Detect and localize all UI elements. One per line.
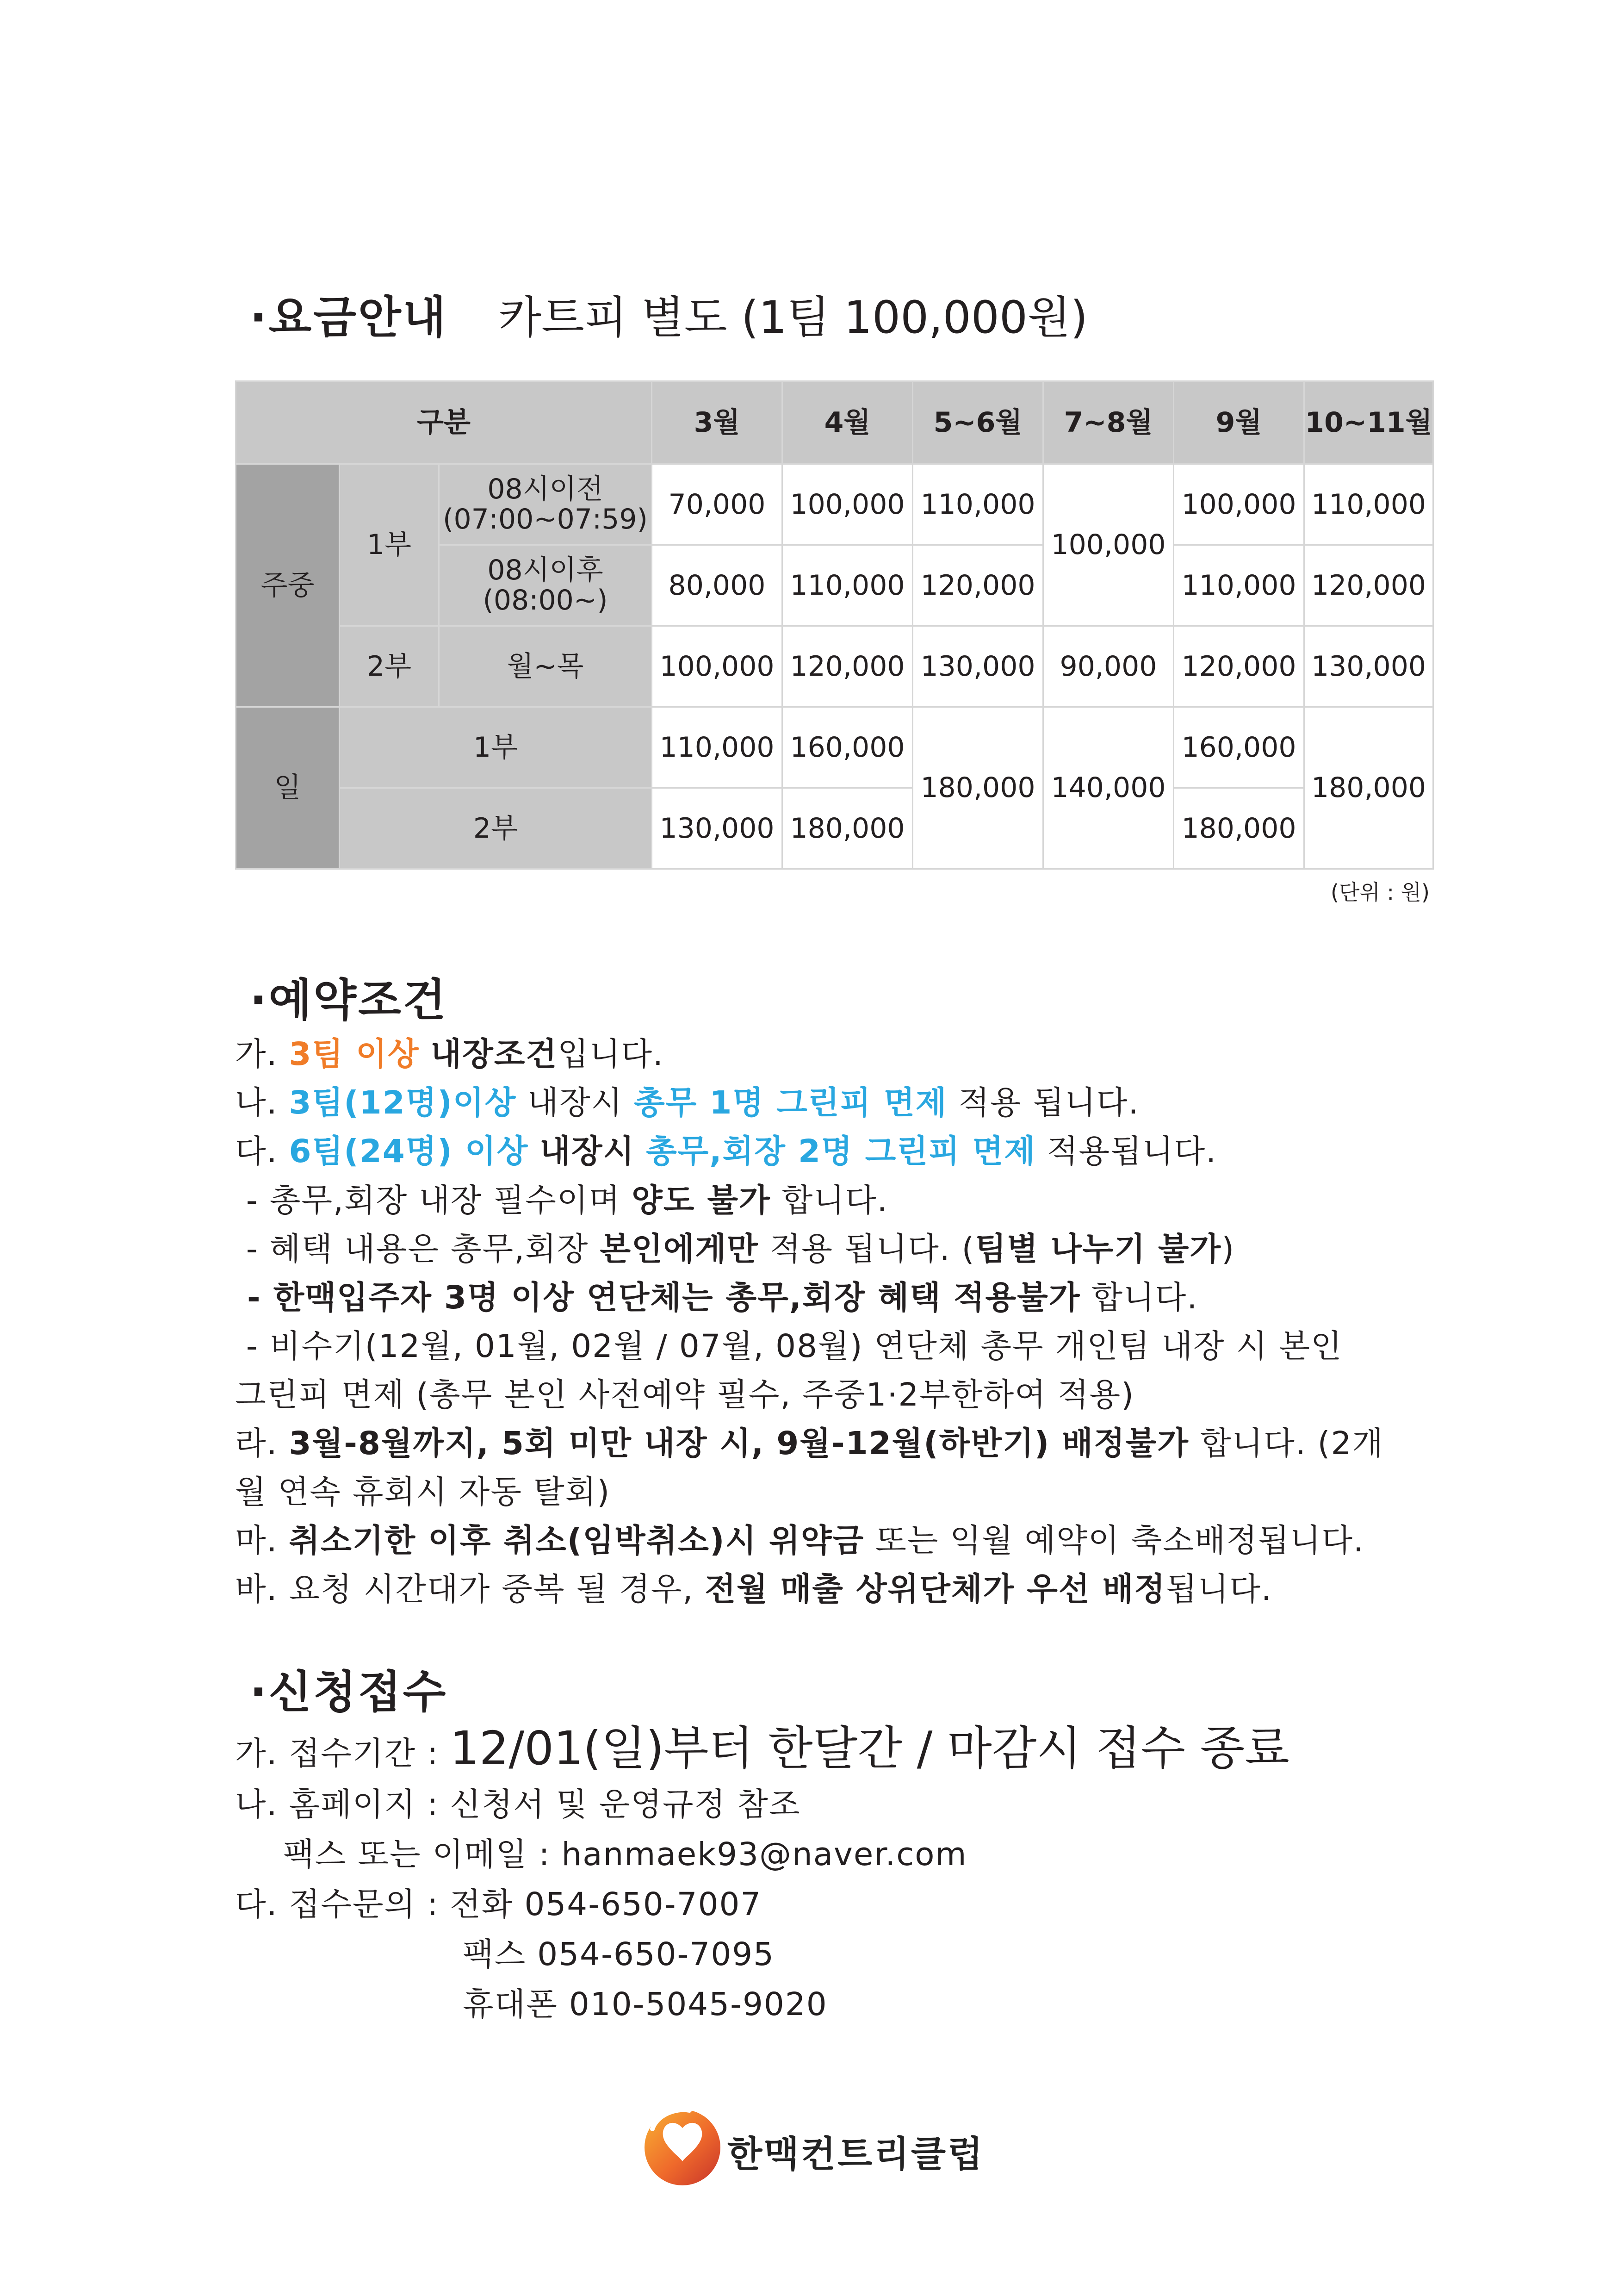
price-cell: 70,000 [652,464,782,545]
table-row [236,464,1433,545]
reservation-line-ba [235,1571,1272,1608]
text: 적용 됩니다. ( [758,1231,975,1268]
application-period [235,1721,1289,1775]
fee-section-title: ·요금안내 [250,292,448,343]
price-cell: 110,000 [782,545,913,626]
text: 라. [235,1425,289,1462]
reservation-section-title: ·예약조건 [250,974,448,1026]
price-cell: 120,000 [782,626,913,707]
price-cell: 130,000 [913,626,1043,707]
text: 합니다. [1080,1279,1198,1316]
table-header-row [236,381,1433,464]
price-cell: 100,000 [1174,464,1304,545]
time-slot-name: 08시이후 [487,554,603,587]
reservation-note-1 [235,1182,888,1219]
application-mobile: 휴대폰 010-5045-9020 [463,1986,828,2023]
text: 바. 요청 시간대가 중복 될 경우, [235,1571,705,1608]
header-category: 구분 [236,381,652,464]
reservation-line-ma [235,1522,1364,1559]
application-fax-email: 팩스 또는 이메일 : hanmaek93@naver.com [283,1836,967,1873]
reservation-line-ra-cont: 월 연속 휴회시 자동 탈회) [235,1474,611,1511]
header-month: 10~11월 [1304,381,1433,464]
text [420,1036,431,1073]
price-cell: 180,000 [913,707,1043,869]
text [635,1133,646,1170]
text: 합니다. (2개 [1189,1425,1384,1462]
price-cell: 110,000 [913,464,1043,545]
fee-section-heading [250,282,1088,346]
text: ) [1221,1231,1235,1268]
text: 됩니다. [1165,1571,1272,1608]
reservation-note-4: - 비수기(12월, 01월, 02월 / 07월, 08월) 연단체 총무 개인팀 내장 시 본인 [235,1328,1343,1365]
bold-text: 팀별 나누기 불가 [975,1231,1222,1268]
time-slot-name: 08시이전 [487,473,603,506]
reservation-line-ra [235,1425,1384,1462]
highlight-text: 총무 1명 그린피 면제 [634,1084,948,1121]
price-cell: 180,000 [1304,707,1433,869]
text: 가. [235,1036,289,1073]
price-cell: 120,000 [1174,626,1304,707]
sunday-part2-label: 2부 [340,788,652,869]
application-phone: 다. 접수문의 : 전화 054-650-7007 [235,1886,762,1923]
price-cell: 110,000 [652,707,782,788]
reservation-line-ga [235,1036,664,1073]
application-fax: 팩스 054-650-7095 [463,1936,775,1973]
time-slot-range: (07:00~07:59) [443,503,648,535]
price-cell: 120,000 [913,545,1043,626]
text: - 혜택 내용은 총무,회장 [235,1231,600,1268]
price-cell: 130,000 [1304,626,1433,707]
price-cell: 120,000 [1304,545,1433,626]
text [528,1133,539,1170]
text: 합니다. [770,1182,888,1219]
table-row [236,707,1433,788]
table-row [236,626,1433,707]
weekday-part1-label: 1부 [340,464,439,626]
price-cell: 180,000 [1174,788,1304,869]
reservation-note-3 [235,1279,1198,1316]
text: 가. 접수기간 : [235,1735,450,1772]
time-slot-range: (08:00~) [483,584,608,616]
time-slot-late [439,545,652,626]
club-logo-icon [638,2101,726,2189]
application-section-title: ·신청접수 [250,1666,448,1718]
price-cell: 110,000 [1304,464,1433,545]
price-cell: 110,000 [1174,545,1304,626]
fee-section-subtitle: 카트피 별도 (1팀 100,000원) [498,292,1088,343]
table-row [236,788,1433,869]
bold-text: 전월 매출 상위단체가 우선 배정 [705,1571,1166,1608]
bold-text: 양도 불가 [632,1182,771,1219]
bold-text: 내장조건 [430,1036,558,1073]
text: 다. [235,1133,289,1170]
header-month: 3월 [652,381,782,464]
highlight-text: 3팀 이상 [289,1036,420,1073]
text: 내장시 [516,1084,634,1121]
header-month: 5~6월 [913,381,1043,464]
price-cell: 100,000 [782,464,913,545]
sunday-part1-label: 1부 [340,707,652,788]
reservation-note-2 [235,1231,1235,1268]
weekday-label: 주중 [236,464,340,707]
price-cell: 130,000 [652,788,782,869]
header-month: 7~8월 [1043,381,1174,464]
club-logo-name: 한맥컨트리클럽 [727,2134,985,2175]
text: 나. [235,1084,289,1121]
reservation-line-na [235,1084,1140,1121]
text: - 총무,회장 내장 필수이며 [235,1182,632,1219]
price-cell: 160,000 [782,707,913,788]
fee-table [235,380,1434,870]
highlight-text: 3팀(12명)이상 [289,1084,517,1121]
price-cell: 90,000 [1043,626,1174,707]
text: 입니다. [558,1036,664,1073]
unit-note: (단위 : 원) [1331,880,1430,905]
price-cell: 100,000 [652,626,782,707]
bold-text: 내장시 [539,1133,635,1170]
highlight-text: 6팀(24명) 이상 [289,1133,529,1170]
club-logo [638,2101,990,2189]
sunday-label: 일 [236,707,340,869]
bold-text: 본인에게만 [600,1231,759,1268]
application-homepage: 나. 홈페이지 : 신청서 및 운영규정 참조 [235,1786,801,1823]
price-cell: 140,000 [1043,707,1174,869]
weekday-part2-days: 월~목 [439,626,652,707]
bold-text: - 한맥입주자 3명 이상 연단체는 총무,회장 혜택 적용불가 [235,1279,1081,1316]
price-cell: 180,000 [782,788,913,869]
period-text: 12/01(일)부터 한달간 / 마감시 접수 종료 [450,1721,1289,1775]
reservation-note-4-cont: 그린피 면제 (총무 본인 사전예약 필수, 주중1·2부한하여 적용) [235,1376,1135,1413]
text: 마. [235,1522,289,1559]
bold-text: 3월-8월까지, 5회 미만 내장 시, 9월-12월(하반기) 배정불가 [289,1425,1189,1462]
price-cell: 100,000 [1043,464,1174,626]
time-slot-early [439,464,652,545]
reservation-line-da [235,1133,1217,1170]
bold-text: 취소기한 이후 취소(임박취소)시 위약금 [289,1522,865,1559]
text: 적용 됩니다. [947,1084,1140,1121]
price-cell: 80,000 [652,545,782,626]
price-cell: 160,000 [1174,707,1304,788]
weekday-part2-label: 2부 [340,626,439,707]
header-month: 4월 [782,381,913,464]
text: 적용됩니다. [1035,1133,1217,1170]
header-month: 9월 [1174,381,1304,464]
highlight-text: 총무,회장 2명 그린피 면제 [646,1133,1036,1170]
text: 또는 익월 예약이 축소배정됩니다. [864,1522,1364,1559]
